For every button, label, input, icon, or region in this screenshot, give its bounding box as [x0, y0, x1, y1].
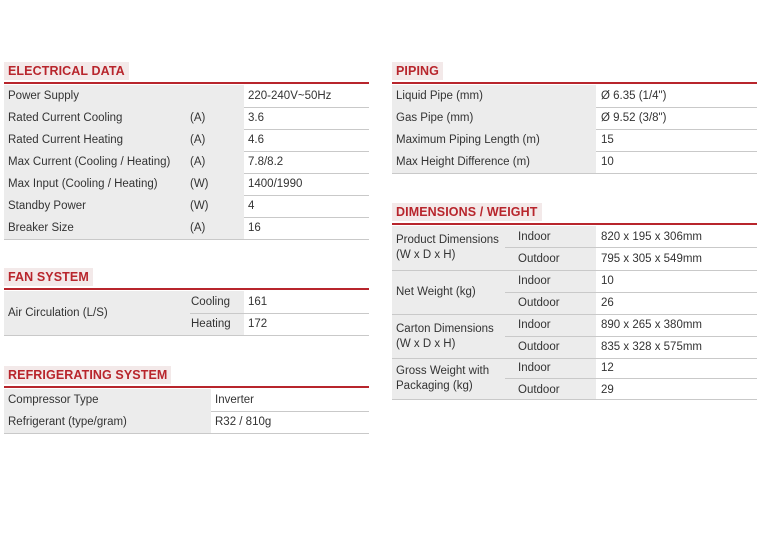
table-row — [4, 129, 369, 152]
dimension-value: 10 — [601, 275, 614, 287]
row-value: Ø 6.35 (1/4") — [601, 90, 667, 102]
dimension-unit: Indoor — [518, 319, 551, 331]
refrigerating-system-section — [4, 366, 369, 436]
row-value: 220-240V~50Hz — [248, 90, 332, 102]
row-label: Compressor Type — [4, 389, 211, 411]
row-value: 10 — [601, 156, 614, 168]
dimension-unit: Outdoor — [518, 384, 560, 396]
carton-dimensions-label: Carton Dimensions (W x D x H) — [392, 315, 505, 358]
fan-value-cooling: 161 — [248, 296, 268, 308]
row-label: Max Input (Cooling / Heating) — [4, 173, 244, 195]
table-row — [4, 173, 369, 196]
row-value: Ø 9.52 (3/8") — [601, 112, 667, 124]
table-row — [4, 411, 369, 434]
dimension-value: 795 x 305 x 549mm — [601, 253, 703, 265]
row-label: Power Supply — [4, 85, 244, 107]
table-row — [4, 107, 369, 130]
table-row — [4, 389, 369, 412]
row-label: Gas Pipe (mm) — [392, 107, 596, 129]
row-label: Liquid Pipe (mm) — [392, 85, 596, 107]
dimensions-weight-title: DIMENSIONS / WEIGHT — [392, 203, 542, 221]
fan-row-divider — [4, 335, 369, 336]
dimension-unit: Indoor — [518, 275, 551, 287]
dimension-value: 29 — [601, 384, 614, 396]
dimensions-weight-rule — [392, 223, 757, 225]
table-row — [392, 85, 757, 108]
electrical-data-section — [4, 62, 369, 242]
row-label: Breaker Size — [4, 217, 244, 239]
row-value: 15 — [601, 134, 614, 146]
fan-system-section — [4, 268, 369, 340]
row-unit: (A) — [190, 156, 206, 168]
table-row — [4, 195, 369, 218]
row-value: 7.8/8.2 — [248, 156, 284, 168]
table-row — [392, 151, 757, 174]
row-label: Max Height Difference (m) — [392, 151, 596, 173]
dimension-value: 820 x 195 x 306mm — [601, 231, 703, 243]
piping-section — [392, 62, 757, 177]
electrical-data-title: ELECTRICAL DATA — [4, 62, 129, 80]
row-label: Rated Current Cooling — [4, 107, 244, 129]
dimension-value: 12 — [601, 362, 614, 374]
piping-title: PIPING — [392, 62, 443, 80]
row-value: 3.6 — [248, 112, 264, 124]
dimension-unit: Outdoor — [518, 341, 560, 353]
refrigerating-system-rule — [4, 386, 369, 388]
row-unit: (W) — [190, 200, 209, 212]
gross-weight-label: Gross Weight with Packaging (kg) — [392, 359, 505, 399]
fan-mode-cooling: Cooling — [191, 296, 230, 308]
refrigerating-system-title: REFRIGERATING SYSTEM — [4, 366, 171, 384]
row-value: R32 / 810g — [215, 416, 272, 428]
table-row — [392, 129, 757, 152]
row-value: 4.6 — [248, 134, 264, 146]
piping-rule — [392, 82, 757, 84]
dimension-unit: Indoor — [518, 362, 551, 374]
group-divider — [392, 399, 757, 400]
dimension-unit: Indoor — [518, 231, 551, 243]
dimension-value: 890 x 265 x 380mm — [601, 319, 703, 331]
table-row — [392, 107, 757, 130]
row-value: 1400/1990 — [248, 178, 303, 190]
fan-system-title: FAN SYSTEM — [4, 268, 93, 286]
table-row — [4, 151, 369, 174]
row-unit: (W) — [190, 178, 209, 190]
row-value: 4 — [248, 200, 255, 212]
net-weight-label: Net Weight (kg) — [392, 271, 505, 314]
row-label: Rated Current Heating — [4, 129, 244, 151]
dimension-unit: Outdoor — [518, 253, 560, 265]
electrical-data-rule — [4, 82, 369, 84]
row-unit: (A) — [190, 222, 206, 234]
row-value: Inverter — [215, 394, 254, 406]
row-label: Max Current (Cooling / Heating) — [4, 151, 244, 173]
table-row — [4, 217, 369, 240]
row-label: Maximum Piping Length (m) — [392, 129, 596, 151]
row-label: Refrigerant (type/gram) — [4, 411, 211, 433]
row-value: 16 — [248, 222, 261, 234]
row-label: Standby Power — [4, 195, 244, 217]
fan-value-heating: 172 — [248, 318, 268, 330]
dimension-value: 26 — [601, 297, 614, 309]
row-unit: (A) — [190, 112, 206, 124]
product-dimensions-label: Product Dimensions (W x D x H) — [392, 226, 505, 270]
fan-mode-heating: Heating — [191, 318, 231, 330]
dimension-value: 835 x 328 x 575mm — [601, 341, 703, 353]
dimensions-weight-section — [392, 203, 757, 403]
air-circulation-label: Air Circulation (L/S) — [4, 291, 244, 336]
dimension-unit: Outdoor — [518, 297, 560, 309]
fan-system-rule — [4, 288, 369, 290]
table-row — [4, 85, 369, 108]
row-unit: (A) — [190, 134, 206, 146]
